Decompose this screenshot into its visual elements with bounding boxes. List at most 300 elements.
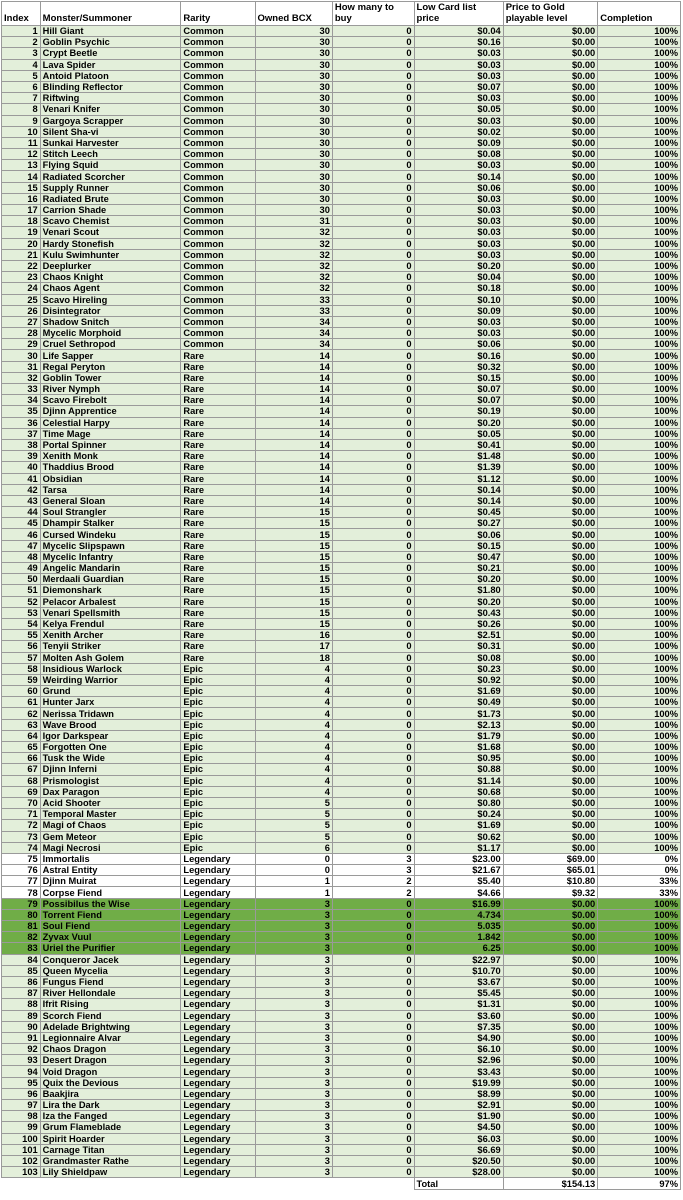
cell-low-price[interactable]: $0.68	[414, 786, 503, 797]
cell-completion[interactable]: 100%	[598, 1032, 681, 1043]
cell-owned[interactable]: 32	[255, 283, 332, 294]
cell-monster[interactable]: Tusk the Wide	[40, 753, 181, 764]
cell-gold-price[interactable]: $69.00	[503, 853, 598, 864]
cell-rarity[interactable]: Legendary	[181, 1010, 255, 1021]
cell-completion[interactable]: 33%	[598, 876, 681, 887]
cell-rarity[interactable]: Common	[181, 205, 255, 216]
cell-index[interactable]: 34	[2, 395, 41, 406]
cell-monster[interactable]: Deeplurker	[40, 260, 181, 271]
cell-monster[interactable]: Shadow Snitch	[40, 316, 181, 327]
cell-rarity[interactable]: Epic	[181, 719, 255, 730]
cell-rarity[interactable]: Legendary	[181, 887, 255, 898]
cell-completion[interactable]: 100%	[598, 954, 681, 965]
cell-monster[interactable]: Void Dragon	[40, 1066, 181, 1077]
cell-gold-price[interactable]: $0.00	[503, 81, 598, 92]
cell-rarity[interactable]: Common	[181, 26, 255, 37]
cell-completion[interactable]: 100%	[598, 316, 681, 327]
cell-index[interactable]: 23	[2, 272, 41, 283]
cell-buy[interactable]: 0	[332, 283, 414, 294]
cell-index[interactable]: 100	[2, 1133, 41, 1144]
cell-gold-price[interactable]: $65.01	[503, 865, 598, 876]
cell-monster[interactable]: Uriel the Purifier	[40, 943, 181, 954]
cell-gold-price[interactable]: $0.00	[503, 193, 598, 204]
cell-monster[interactable]: Immortalis	[40, 853, 181, 864]
cell-buy[interactable]: 0	[332, 686, 414, 697]
cell-gold-price[interactable]: $0.00	[503, 820, 598, 831]
cell-index[interactable]: 22	[2, 260, 41, 271]
cell-rarity[interactable]: Epic	[181, 797, 255, 808]
cell-index[interactable]: 96	[2, 1088, 41, 1099]
cell-gold-price[interactable]: $0.00	[503, 272, 598, 283]
cell-completion[interactable]: 100%	[598, 149, 681, 160]
cell-gold-price[interactable]: $0.00	[503, 59, 598, 70]
cell-gold-price[interactable]: $0.00	[503, 518, 598, 529]
cell-index[interactable]: 99	[2, 1122, 41, 1133]
cell-rarity[interactable]: Legendary	[181, 1044, 255, 1055]
cell-buy[interactable]: 0	[332, 137, 414, 148]
cell-gold-price[interactable]: $0.00	[503, 730, 598, 741]
cell-low-price[interactable]: $0.05	[414, 428, 503, 439]
cell-low-price[interactable]: $4.66	[414, 887, 503, 898]
cell-rarity[interactable]: Common	[181, 238, 255, 249]
cell-completion[interactable]: 100%	[598, 216, 681, 227]
cell-monster[interactable]: Xenith Monk	[40, 451, 181, 462]
cell-monster[interactable]: Portal Spinner	[40, 439, 181, 450]
cell-rarity[interactable]: Rare	[181, 428, 255, 439]
cell-owned[interactable]: 3	[255, 909, 332, 920]
cell-buy[interactable]: 0	[332, 104, 414, 115]
cell-owned[interactable]: 3	[255, 1088, 332, 1099]
cell-owned[interactable]: 15	[255, 540, 332, 551]
cell-monster[interactable]: Adelade Brightwing	[40, 1021, 181, 1032]
cell-gold-price[interactable]: $0.00	[503, 932, 598, 943]
cell-index[interactable]: 69	[2, 786, 41, 797]
cell-buy[interactable]: 0	[332, 797, 414, 808]
cell-index[interactable]: 83	[2, 943, 41, 954]
cell-low-price[interactable]: $0.15	[414, 540, 503, 551]
cell-index[interactable]: 88	[2, 999, 41, 1010]
cell-completion[interactable]: 100%	[598, 585, 681, 596]
cell-rarity[interactable]: Legendary	[181, 943, 255, 954]
cell-buy[interactable]: 0	[332, 439, 414, 450]
cell-buy[interactable]: 0	[332, 484, 414, 495]
cell-low-price[interactable]: $0.03	[414, 193, 503, 204]
cell-owned[interactable]: 3	[255, 1144, 332, 1155]
cell-completion[interactable]: 100%	[598, 630, 681, 641]
cell-rarity[interactable]: Epic	[181, 764, 255, 775]
cell-buy[interactable]: 0	[332, 339, 414, 350]
cell-monster[interactable]: Antoid Platoon	[40, 70, 181, 81]
cell-gold-price[interactable]: $0.00	[503, 316, 598, 327]
cell-gold-price[interactable]: $0.00	[503, 965, 598, 976]
cell-monster[interactable]: Hardy Stonefish	[40, 238, 181, 249]
cell-gold-price[interactable]: $9.32	[503, 887, 598, 898]
cell-rarity[interactable]: Rare	[181, 641, 255, 652]
cell-index[interactable]: 73	[2, 831, 41, 842]
cell-rarity[interactable]: Rare	[181, 652, 255, 663]
cell-index[interactable]: 68	[2, 775, 41, 786]
cell-monster[interactable]: Wave Brood	[40, 719, 181, 730]
cell-buy[interactable]: 0	[332, 1111, 414, 1122]
cell-low-price[interactable]: $0.03	[414, 238, 503, 249]
cell-low-price[interactable]: $1.79	[414, 730, 503, 741]
total-empty-cell[interactable]	[2, 1178, 41, 1190]
cell-monster[interactable]: Zyvax Vuul	[40, 932, 181, 943]
cell-low-price[interactable]: $1.80	[414, 585, 503, 596]
cell-rarity[interactable]: Common	[181, 126, 255, 137]
cell-gold-price[interactable]: $0.00	[503, 753, 598, 764]
cell-buy[interactable]: 0	[332, 305, 414, 316]
cell-gold-price[interactable]: $0.00	[503, 283, 598, 294]
cell-gold-price[interactable]: $0.00	[503, 898, 598, 909]
cell-low-price[interactable]: $0.02	[414, 126, 503, 137]
cell-gold-price[interactable]: $0.00	[503, 775, 598, 786]
cell-completion[interactable]: 100%	[598, 976, 681, 987]
cell-rarity[interactable]: Common	[181, 104, 255, 115]
header-owned[interactable]: Owned BCX	[255, 2, 332, 26]
cell-monster[interactable]: River Nymph	[40, 384, 181, 395]
cell-rarity[interactable]: Common	[181, 137, 255, 148]
cell-gold-price[interactable]: $0.00	[503, 585, 598, 596]
cell-low-price[interactable]: $1.48	[414, 451, 503, 462]
cell-buy[interactable]: 0	[332, 697, 414, 708]
cell-monster[interactable]: Cruel Sethropod	[40, 339, 181, 350]
cell-owned[interactable]: 3	[255, 1021, 332, 1032]
cell-monster[interactable]: Obsidian	[40, 473, 181, 484]
cell-completion[interactable]: 100%	[598, 1122, 681, 1133]
cell-low-price[interactable]: $0.15	[414, 372, 503, 383]
cell-low-price[interactable]: $0.05	[414, 104, 503, 115]
cell-gold-price[interactable]: $0.00	[503, 37, 598, 48]
cell-low-price[interactable]: $0.14	[414, 171, 503, 182]
cell-buy[interactable]: 0	[332, 328, 414, 339]
cell-completion[interactable]: 100%	[598, 697, 681, 708]
cell-completion[interactable]: 100%	[598, 797, 681, 808]
cell-completion[interactable]: 100%	[598, 227, 681, 238]
cell-low-price[interactable]: $5.45	[414, 988, 503, 999]
cell-gold-price[interactable]: $0.00	[503, 238, 598, 249]
cell-low-price[interactable]: $0.07	[414, 81, 503, 92]
cell-monster[interactable]: General Sloan	[40, 495, 181, 506]
cell-gold-price[interactable]: $0.00	[503, 999, 598, 1010]
cell-gold-price[interactable]: $0.00	[503, 563, 598, 574]
cell-completion[interactable]: 100%	[598, 462, 681, 473]
cell-monster[interactable]: Radiated Scorcher	[40, 171, 181, 182]
cell-buy[interactable]: 0	[332, 574, 414, 585]
cell-buy[interactable]: 0	[332, 1133, 414, 1144]
cell-index[interactable]: 89	[2, 1010, 41, 1021]
cell-buy[interactable]: 0	[332, 126, 414, 137]
cell-owned[interactable]: 3	[255, 932, 332, 943]
cell-gold-price[interactable]: $0.00	[503, 719, 598, 730]
cell-monster[interactable]: Lily Shieldpaw	[40, 1167, 181, 1178]
cell-rarity[interactable]: Rare	[181, 607, 255, 618]
cell-buy[interactable]: 0	[332, 37, 414, 48]
cell-monster[interactable]: Mycelic Slipspawn	[40, 540, 181, 551]
cell-index[interactable]: 53	[2, 607, 41, 618]
cell-low-price[interactable]: $0.08	[414, 652, 503, 663]
cell-index[interactable]: 39	[2, 451, 41, 462]
header-monster[interactable]: Monster/Summoner	[40, 2, 181, 26]
cell-completion[interactable]: 100%	[598, 26, 681, 37]
cell-index[interactable]: 32	[2, 372, 41, 383]
cell-owned[interactable]: 4	[255, 686, 332, 697]
cell-buy[interactable]: 0	[332, 495, 414, 506]
cell-owned[interactable]: 3	[255, 976, 332, 987]
cell-gold-price[interactable]: $0.00	[503, 797, 598, 808]
cell-rarity[interactable]: Epic	[181, 809, 255, 820]
header-low-price[interactable]: Low Card list price	[414, 2, 503, 26]
cell-monster[interactable]: Soul Fiend	[40, 921, 181, 932]
cell-index[interactable]: 44	[2, 507, 41, 518]
cell-completion[interactable]: 100%	[598, 70, 681, 81]
cell-completion[interactable]: 100%	[598, 428, 681, 439]
cell-buy[interactable]: 0	[332, 1055, 414, 1066]
cell-owned[interactable]: 30	[255, 182, 332, 193]
cell-rarity[interactable]: Epic	[181, 820, 255, 831]
cell-index[interactable]: 97	[2, 1100, 41, 1111]
cell-completion[interactable]: 100%	[598, 37, 681, 48]
cell-buy[interactable]: 0	[332, 618, 414, 629]
cell-owned[interactable]: 14	[255, 350, 332, 361]
cell-completion[interactable]: 100%	[598, 686, 681, 697]
cell-owned[interactable]: 3	[255, 954, 332, 965]
cell-completion[interactable]: 100%	[598, 160, 681, 171]
cell-completion[interactable]: 100%	[598, 1133, 681, 1144]
cell-completion[interactable]: 100%	[598, 775, 681, 786]
cell-rarity[interactable]: Rare	[181, 395, 255, 406]
cell-low-price[interactable]: $0.09	[414, 305, 503, 316]
cell-rarity[interactable]: Legendary	[181, 1032, 255, 1043]
cell-completion[interactable]: 100%	[598, 1111, 681, 1122]
cell-low-price[interactable]: $0.14	[414, 495, 503, 506]
cell-completion[interactable]: 100%	[598, 540, 681, 551]
cell-monster[interactable]: Chaos Dragon	[40, 1044, 181, 1055]
cell-index[interactable]: 37	[2, 428, 41, 439]
cell-rarity[interactable]: Legendary	[181, 898, 255, 909]
cell-gold-price[interactable]: $0.00	[503, 462, 598, 473]
cell-gold-price[interactable]: $0.00	[503, 104, 598, 115]
cell-index[interactable]: 95	[2, 1077, 41, 1088]
cell-index[interactable]: 45	[2, 518, 41, 529]
cell-monster[interactable]: Carrion Shade	[40, 205, 181, 216]
cell-rarity[interactable]: Rare	[181, 406, 255, 417]
cell-buy[interactable]: 0	[332, 93, 414, 104]
cell-buy[interactable]: 0	[332, 820, 414, 831]
cell-monster[interactable]: Venari Scout	[40, 227, 181, 238]
cell-low-price[interactable]: $1.90	[414, 1111, 503, 1122]
cell-low-price[interactable]: $0.03	[414, 216, 503, 227]
cell-gold-price[interactable]: $0.00	[503, 171, 598, 182]
cell-low-price[interactable]: $23.00	[414, 853, 503, 864]
cell-completion[interactable]: 100%	[598, 484, 681, 495]
cell-monster[interactable]: Grund	[40, 686, 181, 697]
cell-gold-price[interactable]: $0.00	[503, 350, 598, 361]
cell-owned[interactable]: 14	[255, 395, 332, 406]
cell-low-price[interactable]: $0.19	[414, 406, 503, 417]
cell-completion[interactable]: 100%	[598, 551, 681, 562]
cell-completion[interactable]: 100%	[598, 395, 681, 406]
cell-index[interactable]: 42	[2, 484, 41, 495]
cell-index[interactable]: 13	[2, 160, 41, 171]
cell-low-price[interactable]: $0.23	[414, 663, 503, 674]
cell-rarity[interactable]: Common	[181, 249, 255, 260]
cell-rarity[interactable]: Common	[181, 193, 255, 204]
cell-buy[interactable]: 0	[332, 372, 414, 383]
cell-gold-price[interactable]: $0.00	[503, 630, 598, 641]
cell-monster[interactable]: Angelic Mandarin	[40, 563, 181, 574]
cell-gold-price[interactable]: $0.00	[503, 473, 598, 484]
cell-completion[interactable]: 100%	[598, 909, 681, 920]
cell-index[interactable]: 29	[2, 339, 41, 350]
cell-buy[interactable]: 0	[332, 182, 414, 193]
cell-owned[interactable]: 14	[255, 384, 332, 395]
cell-buy[interactable]: 0	[332, 395, 414, 406]
cell-owned[interactable]: 14	[255, 495, 332, 506]
cell-monster[interactable]: Thaddius Brood	[40, 462, 181, 473]
cell-index[interactable]: 18	[2, 216, 41, 227]
cell-gold-price[interactable]: $0.00	[503, 596, 598, 607]
cell-monster[interactable]: Djinn Muirat	[40, 876, 181, 887]
cell-low-price[interactable]: $0.03	[414, 328, 503, 339]
cell-monster[interactable]: Soul Strangler	[40, 507, 181, 518]
cell-low-price[interactable]: 6.25	[414, 943, 503, 954]
cell-low-price[interactable]: $1.69	[414, 820, 503, 831]
cell-rarity[interactable]: Common	[181, 272, 255, 283]
cell-low-price[interactable]: $0.04	[414, 26, 503, 37]
cell-rarity[interactable]: Legendary	[181, 1122, 255, 1133]
cell-rarity[interactable]: Legendary	[181, 921, 255, 932]
cell-monster[interactable]: Venari Spellsmith	[40, 607, 181, 618]
cell-gold-price[interactable]: $0.00	[503, 182, 598, 193]
cell-gold-price[interactable]: $0.00	[503, 976, 598, 987]
cell-rarity[interactable]: Epic	[181, 674, 255, 685]
cell-buy[interactable]: 0	[332, 1167, 414, 1178]
cell-owned[interactable]: 32	[255, 238, 332, 249]
cell-buy[interactable]: 0	[332, 1077, 414, 1088]
cell-index[interactable]: 78	[2, 887, 41, 898]
cell-monster[interactable]: Prismologist	[40, 775, 181, 786]
cell-owned[interactable]: 4	[255, 764, 332, 775]
cell-buy[interactable]: 0	[332, 540, 414, 551]
cell-monster[interactable]: Baakjira	[40, 1088, 181, 1099]
cell-index[interactable]: 35	[2, 406, 41, 417]
cell-rarity[interactable]: Epic	[181, 842, 255, 853]
cell-buy[interactable]: 0	[332, 563, 414, 574]
cell-owned[interactable]: 30	[255, 137, 332, 148]
cell-low-price[interactable]: $1.14	[414, 775, 503, 786]
cell-buy[interactable]: 0	[332, 350, 414, 361]
cell-buy[interactable]: 0	[332, 1010, 414, 1021]
cell-monster[interactable]: Scavo Firebolt	[40, 395, 181, 406]
cell-buy[interactable]: 0	[332, 518, 414, 529]
cell-index[interactable]: 101	[2, 1144, 41, 1155]
cell-rarity[interactable]: Rare	[181, 630, 255, 641]
cell-low-price[interactable]: $0.80	[414, 797, 503, 808]
cell-monster[interactable]: Scavo Hireling	[40, 294, 181, 305]
cell-index[interactable]: 92	[2, 1044, 41, 1055]
cell-gold-price[interactable]: $0.00	[503, 574, 598, 585]
cell-index[interactable]: 59	[2, 674, 41, 685]
cell-completion[interactable]: 100%	[598, 1044, 681, 1055]
cell-index[interactable]: 94	[2, 1066, 41, 1077]
cell-low-price[interactable]: $0.16	[414, 37, 503, 48]
cell-completion[interactable]: 100%	[598, 641, 681, 652]
cell-low-price[interactable]: $6.10	[414, 1044, 503, 1055]
cell-completion[interactable]: 100%	[598, 786, 681, 797]
cell-buy[interactable]: 0	[332, 272, 414, 283]
cell-completion[interactable]: 100%	[598, 1155, 681, 1166]
cell-buy[interactable]: 0	[332, 585, 414, 596]
cell-completion[interactable]: 0%	[598, 865, 681, 876]
cell-buy[interactable]: 0	[332, 607, 414, 618]
cell-rarity[interactable]: Common	[181, 37, 255, 48]
cell-completion[interactable]: 100%	[598, 104, 681, 115]
cell-rarity[interactable]: Epic	[181, 708, 255, 719]
cell-gold-price[interactable]: $0.00	[503, 663, 598, 674]
cell-gold-price[interactable]: $0.00	[503, 1055, 598, 1066]
cell-buy[interactable]: 0	[332, 1066, 414, 1077]
cell-index[interactable]: 6	[2, 81, 41, 92]
cell-index[interactable]: 56	[2, 641, 41, 652]
cell-rarity[interactable]: Common	[181, 171, 255, 182]
cell-low-price[interactable]: 4.734	[414, 909, 503, 920]
cell-gold-price[interactable]: $0.00	[503, 507, 598, 518]
cell-rarity[interactable]: Rare	[181, 484, 255, 495]
cell-rarity[interactable]: Rare	[181, 473, 255, 484]
cell-owned[interactable]: 30	[255, 26, 332, 37]
cell-index[interactable]: 41	[2, 473, 41, 484]
cell-buy[interactable]: 0	[332, 708, 414, 719]
cell-low-price[interactable]: $0.03	[414, 227, 503, 238]
cell-monster[interactable]: Sunkai Harvester	[40, 137, 181, 148]
cell-owned[interactable]: 4	[255, 742, 332, 753]
cell-monster[interactable]: Silent Sha-vi	[40, 126, 181, 137]
cell-completion[interactable]: 100%	[598, 283, 681, 294]
cell-low-price[interactable]: $0.41	[414, 439, 503, 450]
cell-low-price[interactable]: $0.03	[414, 93, 503, 104]
cell-gold-price[interactable]: $0.00	[503, 48, 598, 59]
cell-owned[interactable]: 14	[255, 439, 332, 450]
cell-low-price[interactable]: $2.51	[414, 630, 503, 641]
cell-monster[interactable]: Possibilus the Wise	[40, 898, 181, 909]
cell-low-price[interactable]: $0.62	[414, 831, 503, 842]
cell-gold-price[interactable]: $0.00	[503, 1100, 598, 1111]
cell-buy[interactable]: 0	[332, 451, 414, 462]
cell-index[interactable]: 19	[2, 227, 41, 238]
cell-owned[interactable]: 4	[255, 708, 332, 719]
total-empty-cell[interactable]	[181, 1178, 255, 1190]
cell-rarity[interactable]: Legendary	[181, 909, 255, 920]
cell-completion[interactable]: 100%	[598, 193, 681, 204]
cell-buy[interactable]: 0	[332, 1088, 414, 1099]
cell-buy[interactable]: 0	[332, 775, 414, 786]
cell-completion[interactable]: 100%	[598, 473, 681, 484]
cell-gold-price[interactable]: $0.00	[503, 618, 598, 629]
cell-monster[interactable]: Riftwing	[40, 93, 181, 104]
cell-low-price[interactable]: $0.14	[414, 484, 503, 495]
cell-monster[interactable]: Diemonshark	[40, 585, 181, 596]
cell-low-price[interactable]: $0.20	[414, 574, 503, 585]
cell-owned[interactable]: 14	[255, 406, 332, 417]
cell-index[interactable]: 2	[2, 37, 41, 48]
cell-index[interactable]: 33	[2, 384, 41, 395]
cell-owned[interactable]: 3	[255, 1032, 332, 1043]
cell-owned[interactable]: 1	[255, 876, 332, 887]
cell-buy[interactable]: 0	[332, 115, 414, 126]
cell-index[interactable]: 65	[2, 742, 41, 753]
cell-gold-price[interactable]: $0.00	[503, 305, 598, 316]
